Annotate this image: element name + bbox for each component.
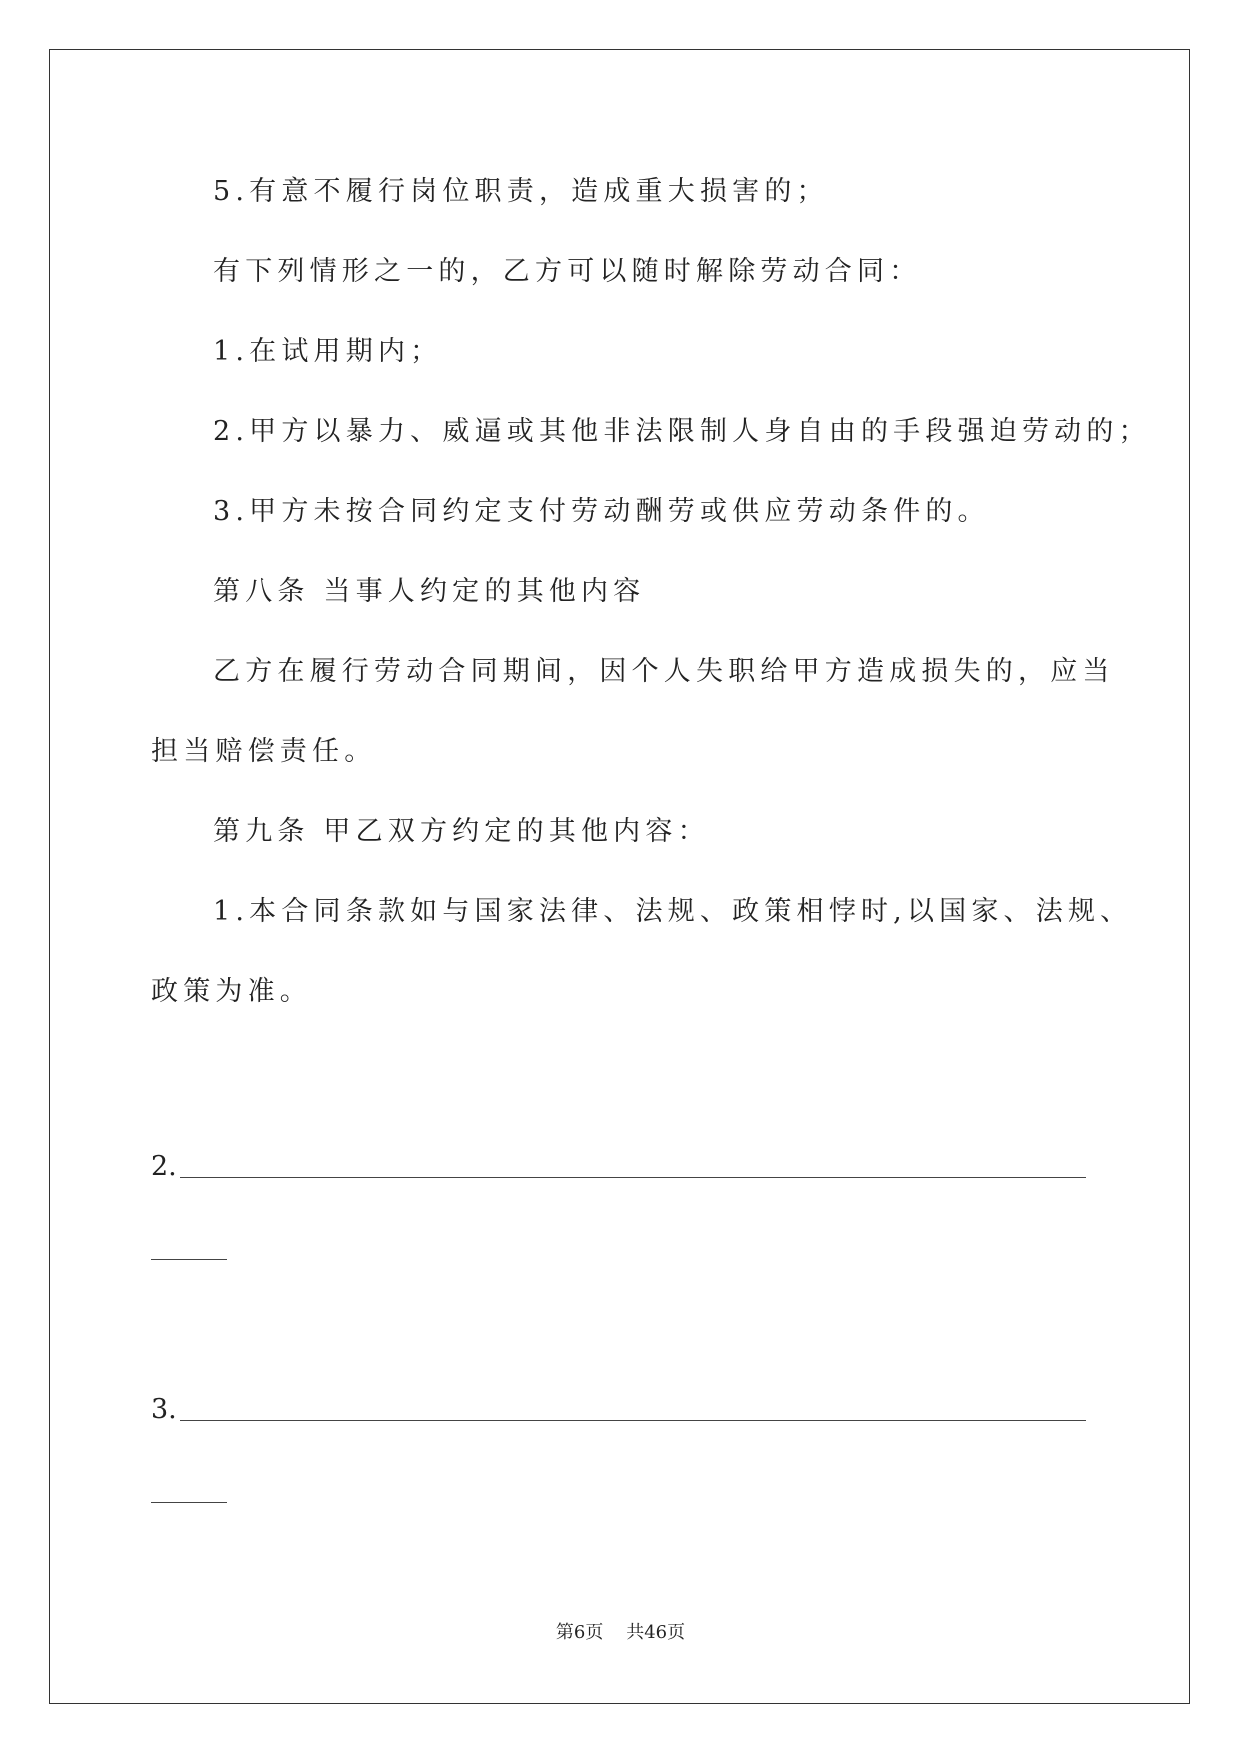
page-border xyxy=(49,49,1190,1704)
article-9-item-1: 1.本合同条款如与国家法律、法规、政策相悖时,以国家、法规、 xyxy=(213,896,1133,927)
clause-item-3: 3.甲方未按合同约定支付劳动酬劳或供应劳动条件的。 xyxy=(213,496,990,527)
article-8-paragraph: 乙方在履行劳动合同期间，因个人失职给甲方造成损失的，应当 xyxy=(213,656,1115,687)
clause-item-1: 1.在试用期内； xyxy=(213,336,443,367)
blank-line-2[interactable] xyxy=(180,1177,1086,1178)
clause-item-2: 2.甲方以暴力、威逼或其他非法限制人身自由的手段强迫劳动的； xyxy=(213,416,1151,447)
blank-line-2-cont[interactable] xyxy=(151,1259,227,1260)
blank-item-2-number: 2. xyxy=(151,1151,177,1182)
clause-item-5: 5.有意不履行岗位职责，造成重大损害的； xyxy=(213,176,829,207)
article-8-heading: 第八条 当事人约定的其他内容 xyxy=(213,576,646,607)
page-number-footer: 第6页 共46页 xyxy=(555,1622,686,1643)
blank-line-3[interactable] xyxy=(180,1420,1086,1421)
blank-item-3-number: 3. xyxy=(151,1394,177,1425)
article-9-heading: 第九条 甲乙双方约定的其他内容： xyxy=(213,816,710,847)
article-9-item-1-cont: 政策为准。 xyxy=(151,976,312,1007)
clause-heading-termination: 有下列情形之一的，乙方可以随时解除劳动合同： xyxy=(213,256,922,287)
blank-line-3-cont[interactable] xyxy=(151,1502,227,1503)
article-8-paragraph-cont: 担当赔偿责任。 xyxy=(151,736,377,767)
